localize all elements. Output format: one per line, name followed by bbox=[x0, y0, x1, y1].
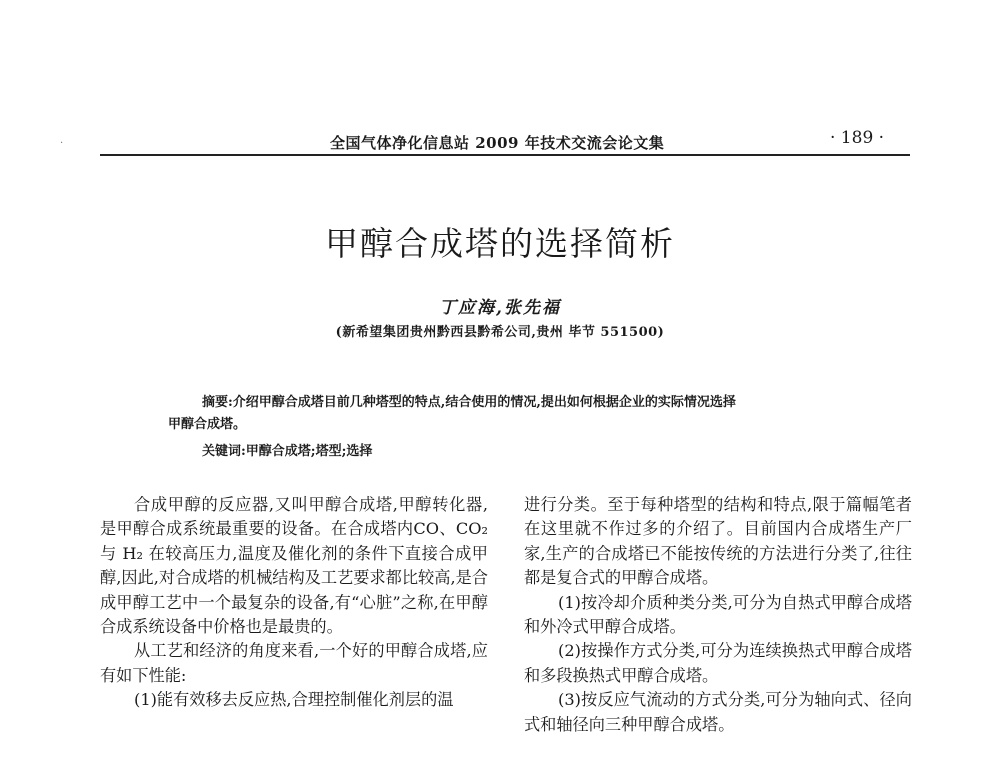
paragraph: (1)能有效移去反应热,合理控制催化剂层的温 bbox=[134, 690, 454, 710]
header-rule bbox=[100, 154, 910, 156]
authors: 丁应海,张先福 bbox=[439, 298, 561, 318]
paragraph: (1)按冷却介质种类分类,可分为自热式甲醇合成塔和外冷式甲醇合成塔。 bbox=[524, 592, 912, 637]
page-number: · 189 · bbox=[830, 128, 885, 148]
abstract bbox=[168, 392, 848, 436]
paragraph: (3)按反应气流动的方式分类,可分为轴向式、径向式和轴径向三种甲醇合成塔。 bbox=[524, 690, 912, 734]
article-title: 甲醇合成塔的选择简析 bbox=[325, 224, 675, 263]
keywords: 关键词:甲醇合成塔;塔型;选择 bbox=[202, 444, 373, 459]
affiliation: (新希望集团贵州黔西县黔希公司,贵州 毕节 551500) bbox=[335, 325, 665, 340]
paragraph: (2)按操作方式分类,可分为连续换热式甲醇合成塔和多段换热式甲醇合成塔。 bbox=[524, 641, 912, 685]
abstract-line-2: 甲醇合成塔。 bbox=[168, 417, 247, 432]
paragraph: 进行分类。至于每种塔型的结构和特点,限于篇幅笔者在这里就不作过多的介绍了。目前国内合成塔生产厂家,生产的合成塔已不能按传统的方法进行分类了,往往都是复合式的甲醇合成塔。 bbox=[524, 495, 912, 588]
running-head: 全国气体净化信息站 2009 年技术交流会论文集 bbox=[330, 134, 665, 152]
body-left-column bbox=[100, 493, 488, 713]
margin-mark: · bbox=[60, 138, 64, 149]
paragraph: 合成甲醇的反应器,又叫甲醇合成塔,甲醇转化器,是甲醇合成系统最重要的设备。在合成塔内CO、CO₂与 H₂ 在较高压力,温度及催化剂的条件下直接合成甲醇,因此,对合成塔的机械结构及工艺要求都比较高,是合成甲醇工艺中一个最复杂的设备,有“心脏”之称,在甲醇合成系统设备中价格也是最贵的。 bbox=[100, 495, 488, 637]
paragraph: 从工艺和经济的角度来看,一个好的甲醇合成塔,应有如下性能: bbox=[100, 641, 488, 685]
abstract-line-1: 摘要:介绍甲醇合成塔目前几种塔型的特点,结合使用的情况,提出如何根据企业的实际情况选择 bbox=[202, 395, 736, 410]
body-right-column bbox=[524, 493, 912, 737]
